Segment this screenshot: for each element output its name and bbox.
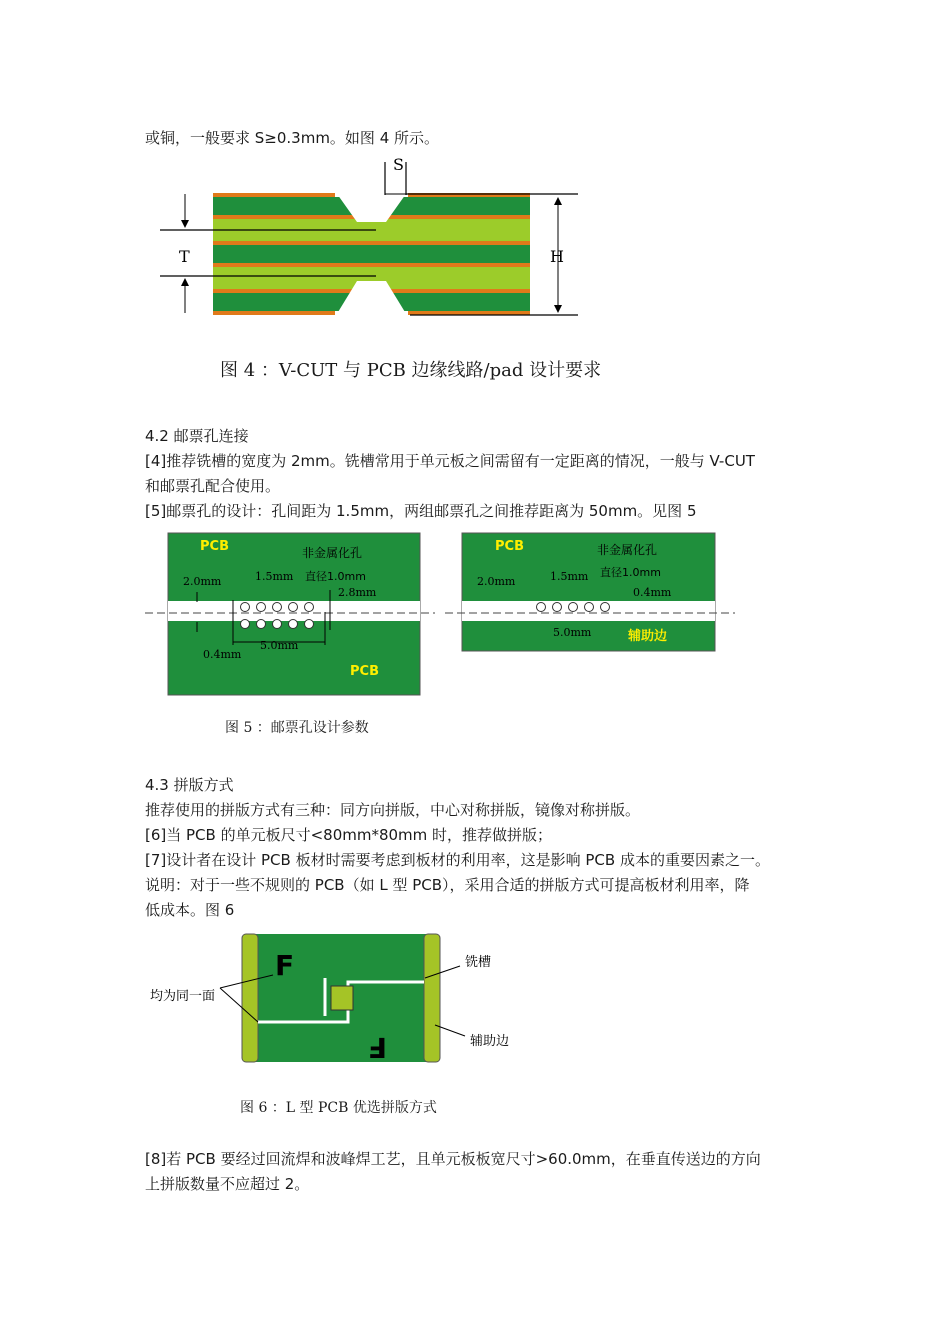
text-line: [4]推荐铣槽的宽度为 2mm。铣槽常用于单元板之间需留有一定距离的情况，一般与 V-CUT [145, 452, 755, 470]
fig4-h-label: H [550, 247, 564, 266]
text-line: [7]设计者在设计 PCB 板材时需要考虑到板材的利用率，这是影响 PCB 成本的重要因素之一。 [145, 851, 770, 869]
text-line: 低成本。图 6 [145, 901, 235, 919]
text-line: [6]当 PCB 的单元板尺寸<80mm*80mm 时，推荐做拼版； [145, 826, 553, 844]
f-mark: F [275, 949, 295, 982]
dim-label: 1.5mm [550, 570, 589, 583]
pcb-label: PCB [200, 539, 229, 554]
text-line: [8]若 PCB 要经过回流焊和波峰焊工艺，且单元板板宽尺寸>60.0mm，在垂直传送边的方向 [145, 1150, 761, 1168]
dim-label: 1.5mm [255, 570, 294, 583]
hole-label: 非金属化孔 [597, 543, 658, 557]
pcb-stack [213, 191, 530, 317]
dim-label: 2.0mm [183, 575, 222, 588]
figure-6-l-panel [145, 930, 545, 1070]
slot-label: 铣槽 [465, 955, 492, 970]
dim-label: 直径1.0mm [305, 570, 366, 583]
dim-label: 2.0mm [477, 575, 516, 588]
text-line: 推荐使用的拼版方式有三种：同方向拼版，中心对称拼版，镜像对称拼版。 [145, 801, 641, 819]
pcb-label: PCB [495, 539, 524, 554]
fig4-s-label: S [393, 155, 404, 174]
hole-label: 非金属化孔 [302, 546, 363, 560]
aux-edge-label: 辅助边 [470, 1034, 510, 1049]
section-heading: 4.2 邮票孔连接 [145, 427, 249, 445]
f-mark: F [367, 1031, 387, 1064]
section-heading: 4.3 拼版方式 [145, 776, 234, 794]
figure-4-caption: 图 4 ：V-CUT 与 PCB 边缘线路/pad 设计要求 [220, 360, 602, 381]
dim-label: 0.4mm [203, 648, 242, 661]
text-line: [5]邮票孔的设计：孔间距为 1.5mm，两组邮票孔之间推荐距离为 50mm。见图 5 [145, 502, 697, 520]
figure-4-vcut [150, 150, 590, 320]
dim-label: 直径1.0mm [600, 566, 661, 579]
dim-label: 5.0mm [260, 639, 299, 652]
dim-label: 5.0mm [553, 626, 592, 639]
text-line: 上拼版数量不应超过 2。 [145, 1175, 310, 1193]
figure-5-stamp-holes [145, 530, 740, 700]
same-side-label: 均为同一面 [150, 989, 216, 1004]
aux-edge-label: 辅助边 [628, 629, 668, 644]
figure-6-caption: 图 6 ：L 型 PCB 优选拼版方式 [240, 1100, 437, 1116]
dim-label: 2.8mm [338, 586, 377, 599]
text-line: 说明：对于一些不规则的 PCB（如 L 型 PCB），采用合适的拼版方式可提高板材利用率，降 [145, 876, 750, 894]
text-line: 和邮票孔配合使用。 [145, 477, 281, 495]
text-line: 或铜，一般要求 S≥0.3mm。如图 4 所示。 [145, 129, 440, 147]
fig4-t-label: T [179, 247, 190, 266]
figure-5-caption: 图 5 ：邮票孔设计参数 [225, 720, 369, 736]
dim-label: 0.4mm [633, 586, 672, 599]
pcb-label: PCB [350, 664, 379, 679]
